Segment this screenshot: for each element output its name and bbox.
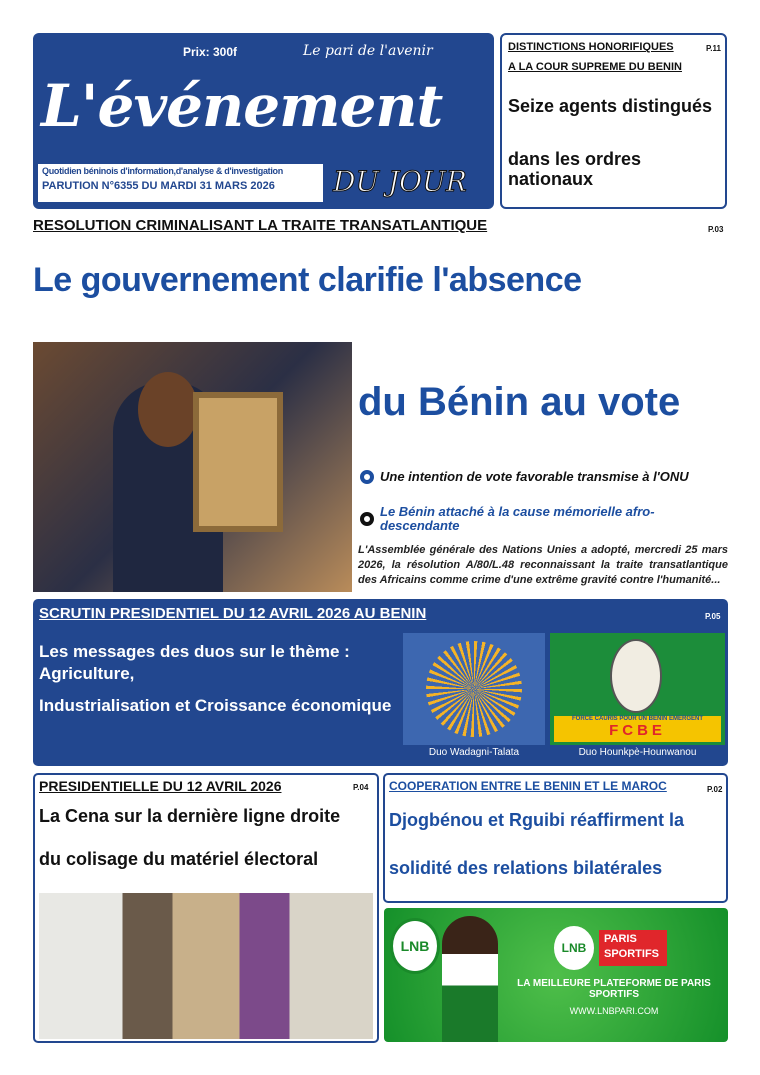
paris-sportifs-badge <box>599 930 667 966</box>
headline: dans les ordres nationaux <box>508 149 642 189</box>
slogan: Le pari de l'avenir <box>303 43 433 59</box>
page-ref: P.03 <box>708 225 724 234</box>
bullet-icon <box>360 512 374 526</box>
election-section[interactable] <box>33 599 728 766</box>
headline: du colisage du matériel électoral <box>39 849 319 869</box>
page-ref: P.11 <box>706 44 721 53</box>
kicker: COOPERATION ENTRE LE BENIN ET LE MAROC <box>389 779 667 793</box>
headline: Seize agents distingués <box>508 96 713 116</box>
headline: solidité des relations bilatérales <box>389 858 663 878</box>
du-jour-logo: DU JOUR <box>333 165 467 198</box>
bullet-text: Une intention de vote favorable transmise à l'ONU <box>380 469 689 484</box>
badge-text: SPORTIFS <box>604 948 660 960</box>
kicker: DISTINCTIONS HONORIFIQUES <box>508 41 674 53</box>
masthead <box>33 33 494 209</box>
page-ref: P.04 <box>353 783 369 792</box>
price: Prix: 300f <box>183 45 238 59</box>
ad-url[interactable]: WWW.LNBPARI.COM <box>569 1006 659 1016</box>
bullet-icon <box>360 470 374 484</box>
page-ref: P.05 <box>705 612 721 621</box>
kicker: A LA COUR SUPREME DU BENIN <box>508 61 682 73</box>
headline: Djogbénou et Rguibi réaffirment la <box>389 810 685 830</box>
bullet-2 <box>360 505 728 534</box>
badge-text: PARIS <box>604 933 637 945</box>
lnb-logo: LNB <box>390 918 440 974</box>
sun-logo <box>403 633 545 745</box>
kicker: SCRUTIN PRESIDENTIEL DU 12 AVRIL 2026 AU BENIN <box>39 605 427 622</box>
maroc-story[interactable] <box>383 773 728 903</box>
tagline: Quotidien béninois d'information,d'analyse & d'investigation <box>42 166 283 176</box>
cena-photo <box>39 893 373 1039</box>
lead-kicker: RESOLUTION CRIMINALISANT LA TRAITE TRANSATLANTIQUE <box>33 217 488 234</box>
edition: PARUTION N°6355 DU MARDI 31 MARS 2026 <box>42 180 275 192</box>
party-banner <box>554 716 721 742</box>
portrait-frame <box>193 392 283 532</box>
top-story-box[interactable] <box>500 33 727 209</box>
lead-body: L'Assemblée générale des Nations Unies a adopté, mercredi 25 mars 2026, la résolution A/80/L.48 reconnaissant la traite transatlantique des Africains comme crime d'une extrême gravité contre l'humanité... <box>358 544 728 586</box>
lnb-advertisement[interactable] <box>384 908 728 1042</box>
cena-story[interactable] <box>33 773 379 1043</box>
sun-icon <box>426 641 522 737</box>
lead-headline-2[interactable]: du Bénin au vote <box>358 380 681 424</box>
lnb-logo-small: LNB <box>554 926 594 970</box>
bullet-1 <box>360 470 728 484</box>
kicker: PRESIDENTIELLE DU 12 AVRIL 2026 <box>39 778 282 794</box>
party-name: FCBE <box>609 722 666 739</box>
bullet-text: Le Bénin attaché à la cause mémorielle afro-descendante <box>380 504 655 534</box>
lead-headline[interactable]: Le gouvernement clarifie l'absence <box>33 261 582 299</box>
caption: Duo Wadagni-Talata <box>428 747 520 758</box>
headline: Les messages des duos sur le thème : Agriculture, <box>39 642 350 683</box>
cowrie-logo <box>550 633 725 745</box>
election-headlines <box>39 641 394 717</box>
caption: Duo Hounkpè-Hounwanou <box>578 747 697 758</box>
ad-model <box>442 916 498 1042</box>
headline: Industrialisation et Croissance économique <box>39 696 392 715</box>
headline: La Cena sur la dernière ligne droite <box>39 806 341 826</box>
page-ref: P.02 <box>707 785 723 794</box>
lead-photo <box>33 342 352 592</box>
edition-box <box>38 164 323 202</box>
newspaper-logo: L'événement <box>41 72 443 140</box>
party-slogan: FORCE CAURIS POUR UN BENIN EMERGENT <box>571 716 703 722</box>
cowrie-icon <box>610 639 662 713</box>
speaker-head <box>138 372 198 447</box>
ad-slogan: LA MEILLEURE PLATEFORME DE PARIS SPORTIFS <box>517 978 711 1000</box>
